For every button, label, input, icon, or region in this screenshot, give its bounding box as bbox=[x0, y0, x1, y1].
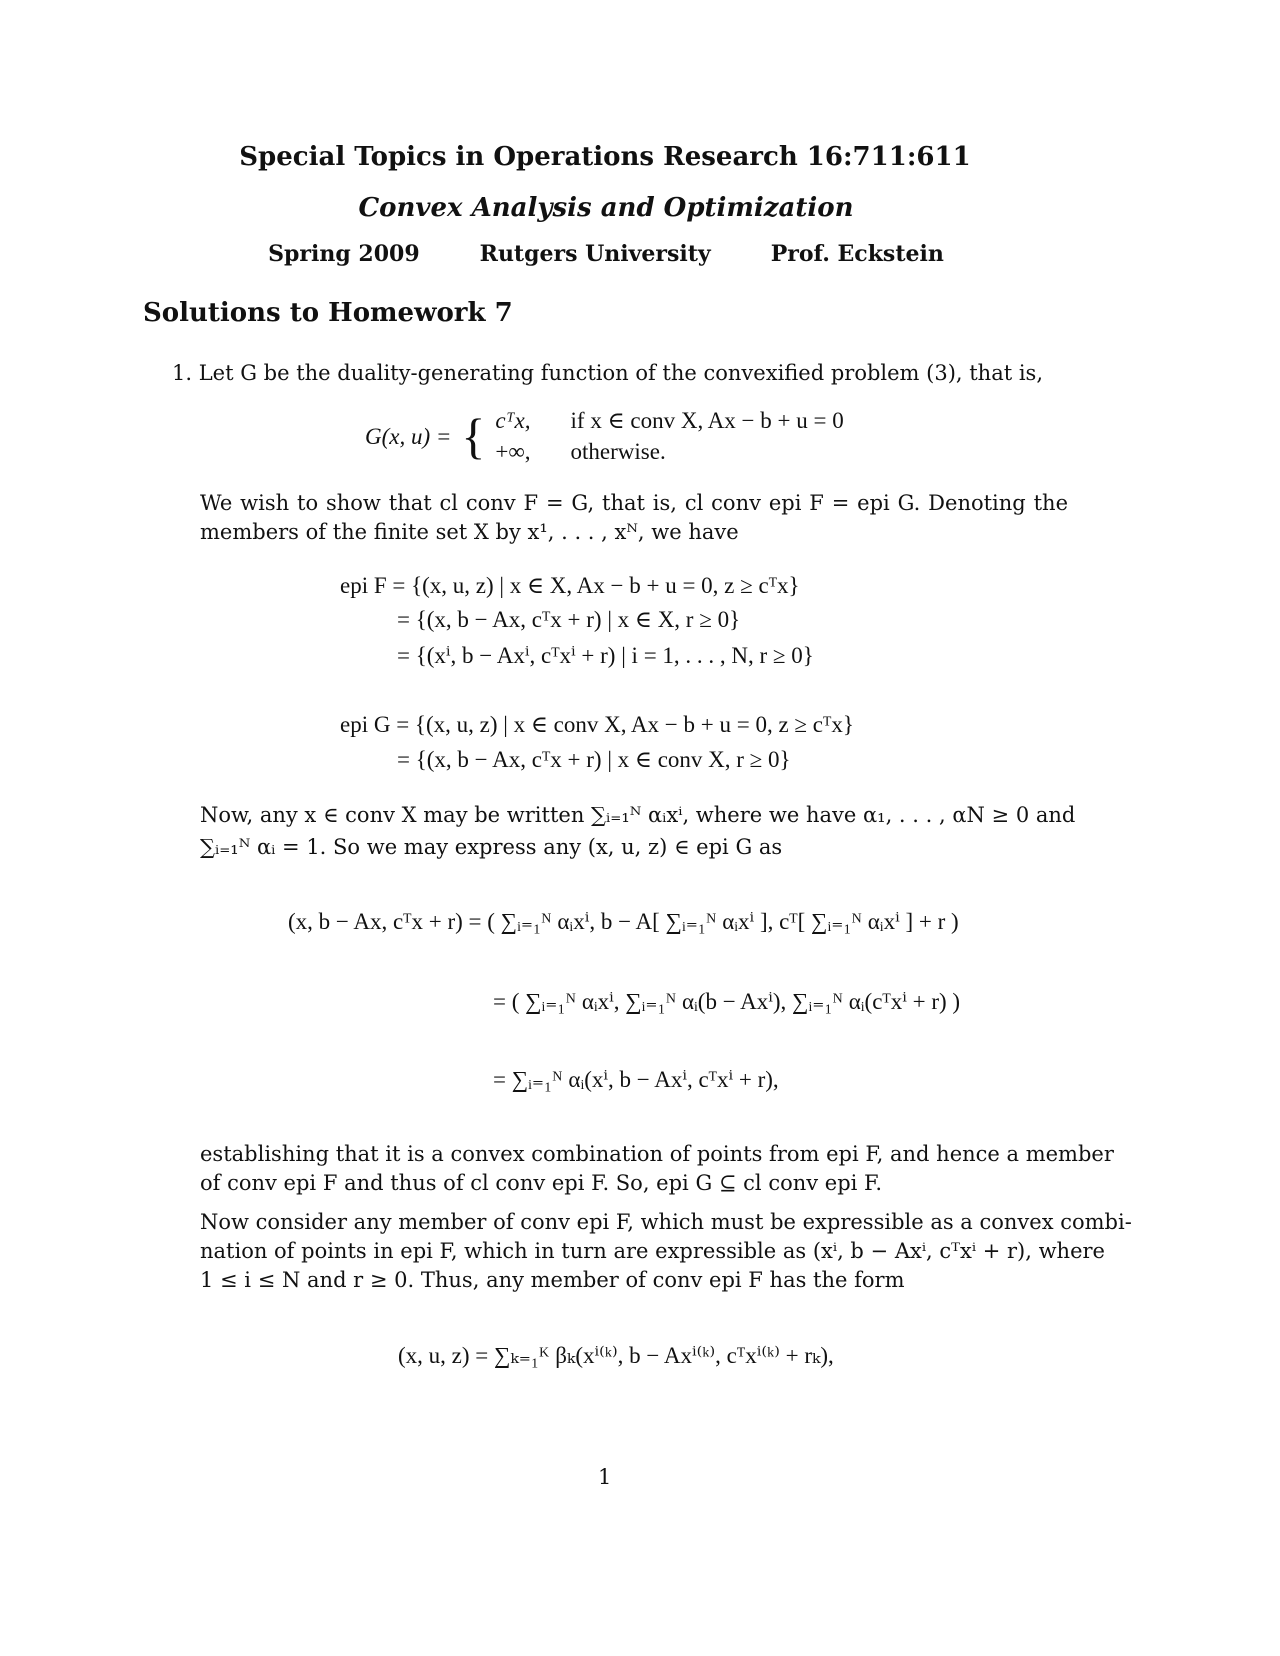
paragraph: of conv epi F and thus of cl conv epi F. So, epi G ⊆ cl conv epi F. bbox=[200, 1171, 883, 1195]
paragraph: 1. Let G be the duality-generating function of the convexified problem (3), that is, bbox=[172, 361, 1043, 385]
course-info-row bbox=[0, 243, 1212, 265]
paragraph: Now consider any member of conv epi F, which must be expressible as a convex combi- bbox=[200, 1210, 1132, 1234]
equation: otherwise. bbox=[570, 439, 666, 464]
section-heading: Solutions to Homework 7 bbox=[143, 298, 513, 328]
equation: +∞, bbox=[495, 439, 531, 464]
university: Rutgers University bbox=[479, 241, 711, 267]
equation: cᵀx, bbox=[495, 408, 531, 433]
paragraph: ∑ᵢ₌₁ᴺ αᵢ = 1. So we may express any (x, u, z) ∈ epi G as bbox=[200, 835, 783, 859]
equation: if x ∈ conv X, Ax − b + u = 0 bbox=[570, 408, 844, 433]
equation: = {(x, b − Ax, cᵀx + r) | x ∈ conv X, r ≥ 0} bbox=[397, 747, 791, 772]
equation: (x, u, z) = ∑ₖ₌₁ᴷ βₖ(xⁱ⁽ᵏ⁾, b − Axⁱ⁽ᵏ⁾, cᵀxⁱ⁽ᵏ⁾ + rₖ), bbox=[398, 1343, 834, 1368]
equation-g-definition bbox=[365, 408, 844, 464]
equation: = ∑ᵢ₌₁ᴺ αᵢ(xⁱ, b − Axⁱ, cᵀxⁱ + r), bbox=[493, 1067, 779, 1092]
paragraph: nation of points in epi F, which in turn are expressible as (xⁱ, b − Axⁱ, cᵀxⁱ + r), where bbox=[200, 1239, 1105, 1263]
equation: G(x, u) = bbox=[365, 423, 452, 449]
page-number: 1 bbox=[598, 1465, 612, 1489]
equation: = {(x, b − Ax, cᵀx + r) | x ∈ X, r ≥ 0} bbox=[397, 607, 741, 632]
course-title: Special Topics in Operations Research 16:711:611 bbox=[239, 142, 971, 172]
term: Spring 2009 bbox=[268, 241, 420, 267]
equation: (x, b − Ax, cᵀx + r) = ( ∑ᵢ₌₁ᴺ αᵢxⁱ, b − A[ ∑ᵢ₌₁ᴺ αᵢxⁱ ], cᵀ[ ∑ᵢ₌₁ᴺ αᵢxⁱ ] + r ) bbox=[288, 909, 959, 934]
paragraph: Now, any x ∈ conv X may be written ∑ᵢ₌₁ᴺ αᵢxⁱ, where we have α₁, . . . , αN ≥ 0 and bbox=[200, 803, 1076, 827]
equation: = ( ∑ᵢ₌₁ᴺ αᵢxⁱ, ∑ᵢ₌₁ᴺ αᵢ(b − Axⁱ), ∑ᵢ₌₁ᴺ αᵢ(cᵀxⁱ + r) ) bbox=[493, 989, 961, 1014]
equation: = {(xⁱ, b − Axⁱ, cᵀxⁱ + r) | i = 1, . . . , N, r ≥ 0} bbox=[397, 643, 814, 668]
course-subtitle: Convex Analysis and Optimization bbox=[358, 193, 854, 223]
equation: epi F = {(x, u, z) | x ∈ X, Ax − b + u = 0, z ≥ cᵀx} bbox=[340, 573, 800, 598]
brace: { bbox=[461, 408, 486, 464]
paragraph: members of the finite set X by x¹, . . . , xᴺ, we have bbox=[200, 520, 739, 544]
paragraph: 1 ≤ i ≤ N and r ≥ 0. Thus, any member of conv epi F has the form bbox=[200, 1268, 905, 1292]
paragraph: We wish to show that cl conv F = G, that is, cl conv epi F = epi G. Denoting the bbox=[200, 491, 1068, 515]
professor: Prof. Eckstein bbox=[770, 241, 944, 267]
equation-cases bbox=[495, 409, 843, 463]
paragraph: establishing that it is a convex combination of points from epi F, and hence a member bbox=[200, 1142, 1114, 1166]
equation: epi G = {(x, u, z) | x ∈ conv X, Ax − b + u = 0, z ≥ cᵀx} bbox=[340, 712, 854, 737]
